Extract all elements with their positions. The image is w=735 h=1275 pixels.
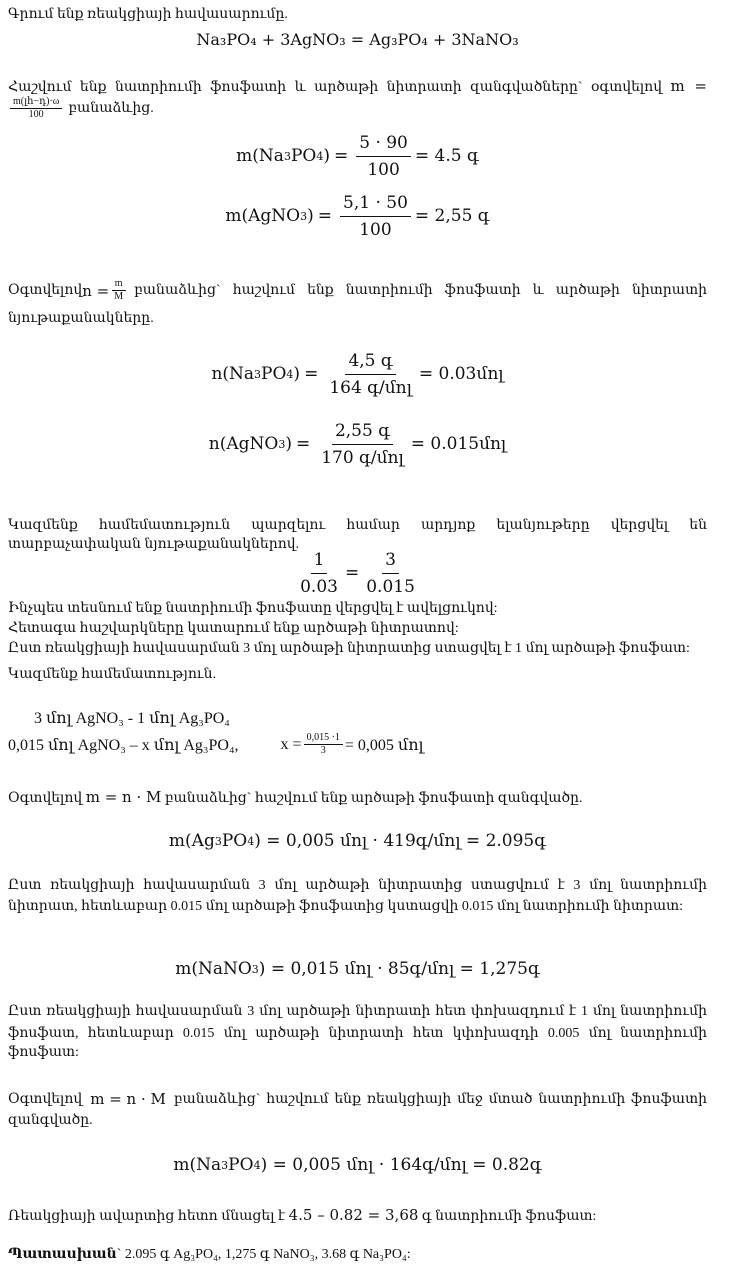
equation-moles-agno3: n(AgNO 3 ) = $\frac{\text{2,55 գ}}{\text{170 գ/մոլ}}$ = 0.015մոլ — [208, 420, 507, 468]
line-proportion-intro: Կազմենք համեմատություն. — [8, 667, 217, 682]
paragraph-reacted-na3po4-end: ֆոսֆատ: — [8, 1045, 79, 1060]
paragraph-moles-formula-cont: նյութաքանակները. — [8, 311, 154, 326]
paragraph-mass-formula: Հաշվում ենք նատրիումի ֆոսֆատի և արծաթի նիտրատի զանգվածները` օգտվելով m = — [8, 77, 708, 95]
paragraph-mass-ag3po4: Օգտվելով m = n · M բանաձևից` հաշվում ենք արծաթի ֆոսֆատի զանգվածը. — [8, 788, 583, 806]
equation-mass-nano3: m(NaNO 3 ) = 0,015 մոլ · 85գ/մոլ = 1,275գ — [175, 959, 540, 979]
answer-text: ` 2.095 գ Ag₃PO₄, 1,275 գ NaNO₃, 3.68 գ Na₃PO₄: — [116, 1247, 411, 1262]
paragraph-nano3: Ըստ ռեակցիայի հավասարման 3 մոլ արծաթի նիտրատից ստացվում է 3 մոլ նատրիումի — [8, 878, 707, 893]
paragraph-mass-reacted-cont: զանգվածը. — [8, 1113, 93, 1128]
equation-moles-na3po4: n(Na 3 PO 4 ) = $\frac{\text{4,5 գ}}{\text{164 գ/մոլ}}$ = 0.03մոլ — [211, 350, 504, 398]
line-ratio-statement: Ըստ ռեակցիայի հավասարման 3 մոլ արծաթի նիտրատից ստացվել է 1 մոլ արծաթի ֆոսֆատ: — [8, 641, 690, 656]
paragraph-remaining: Ռեակցիայի ավարտից հետո մնացել է 4.5 – 0.82 = 3,68 գ նատրիումի ֆոսֆատ: — [8, 1206, 597, 1224]
equation-mass-ag3po4: m(Ag 3 PO 4 ) = 0,005 մոլ · 419գ/մոլ = 2.095գ — [168, 831, 547, 851]
fraction: $\frac{\text{2,55 գ}}{\text{170 գ/մոլ}}$ — [321, 420, 404, 468]
reaction-equation: Na₃PO₄ + 3AgNO₃ = Ag₃PO₄ + 3NaNO₃ — [196, 30, 519, 49]
answer-line — [8, 1246, 707, 1263]
line-further-calc: Հետագա հաշվարկները կատարում ենք արծաթի նիտրատով: — [8, 621, 459, 636]
line-excess: Ինչպես տեսնում ենք նատրիումի ֆոսֆատը վերցվել է ավելցուկով: — [8, 601, 498, 616]
paragraph-moles-formula: Օգտվելով n = $\frac{m}{M}$ բանաձևից` հաշվում ենք նատրիումի ֆոսֆատի և արծաթի նիտրատի — [8, 278, 707, 302]
paragraph-comparison-cont: տարբաչափական նյութաքանակներով. — [8, 537, 300, 552]
paragraph-comparison: Կազմենք համեմատություն պարզելու համար արդյոք ելանյութերը վերցվել են — [8, 518, 707, 533]
paragraph-mass-reacted: Օգտվելով m = n · M բանաձևից` հաշվում ենք ռեակցիայի մեջ մտած նատրիումի ֆոսֆատի — [8, 1090, 707, 1108]
paragraph-reacted-na3po4: Ըստ ռեակցիայի հավասարման 3 մոլ արծաթի նիտրատի հետ փոխազդում է 1 մոլ նատրիումի — [8, 1004, 707, 1019]
equation-ratio: $\frac{1}{0.03}$ = $\frac{3}{0.015}$ — [300, 549, 415, 597]
answer-label: Պատասխան — [8, 1247, 117, 1262]
paragraph-nano3-cont: նիտրատ, հետևաբար 0.015 մոլ արծաթի ֆոսֆատից կստացվի 0.015 մոլ նատրիումի նիտրատ: — [8, 899, 684, 914]
fraction: $\frac{5 \cdot 90}{100}$ — [356, 132, 411, 181]
fraction: $\frac{\text{4,5 գ}}{\text{164 գ/մոլ}}$ — [329, 350, 412, 398]
proportion-line-2: 0,015 մոլ AgNO₃ – x մոլ Ag₃PO₄, x = $\frac{0,015 \cdot 1}{3}$ = 0,005 մոլ — [8, 732, 424, 756]
inline-formula-m: m = — [670, 77, 708, 95]
equation-mass-na3po4: m(Na 3 PO 4 ) = $\frac{5 \cdot 90}{100}$ = 4.5 գ — [236, 132, 479, 180]
fraction: $\frac{5,1 \cdot 50}{100}$ — [340, 192, 411, 241]
intro-line: Գրում ենք ռեակցիայի հավասարումը. — [8, 7, 288, 22]
equation-mass-agno3: m(AgNO 3 ) = $\frac{5,1 \cdot 50}{100}$ = 2,55 գ — [225, 192, 490, 240]
proportion-line-1: 3 մոլ AgNO₃ - 1 մոլ Ag₃PO₄ — [34, 710, 230, 727]
paragraph-mass-formula-cont: $\frac{\text{m(լհ−դ)·ω}}{100}$ բանաձևից. — [8, 96, 707, 121]
inline-fraction: $\frac{\text{m(լհ−դ)·ω}}{100}$ — [10, 96, 62, 121]
paragraph-reacted-na3po4-cont: ֆոսֆատ, հետևաբար 0.015 մոլ արծաթի նիտրատի հետ կփոխազդի 0.005 մոլ նատրիումի — [8, 1026, 707, 1041]
equation-mass-reacted-na3po4: m(Na 3 PO 4 ) = 0,005 մոլ · 164գ/մոլ = 0.82գ — [173, 1155, 542, 1175]
